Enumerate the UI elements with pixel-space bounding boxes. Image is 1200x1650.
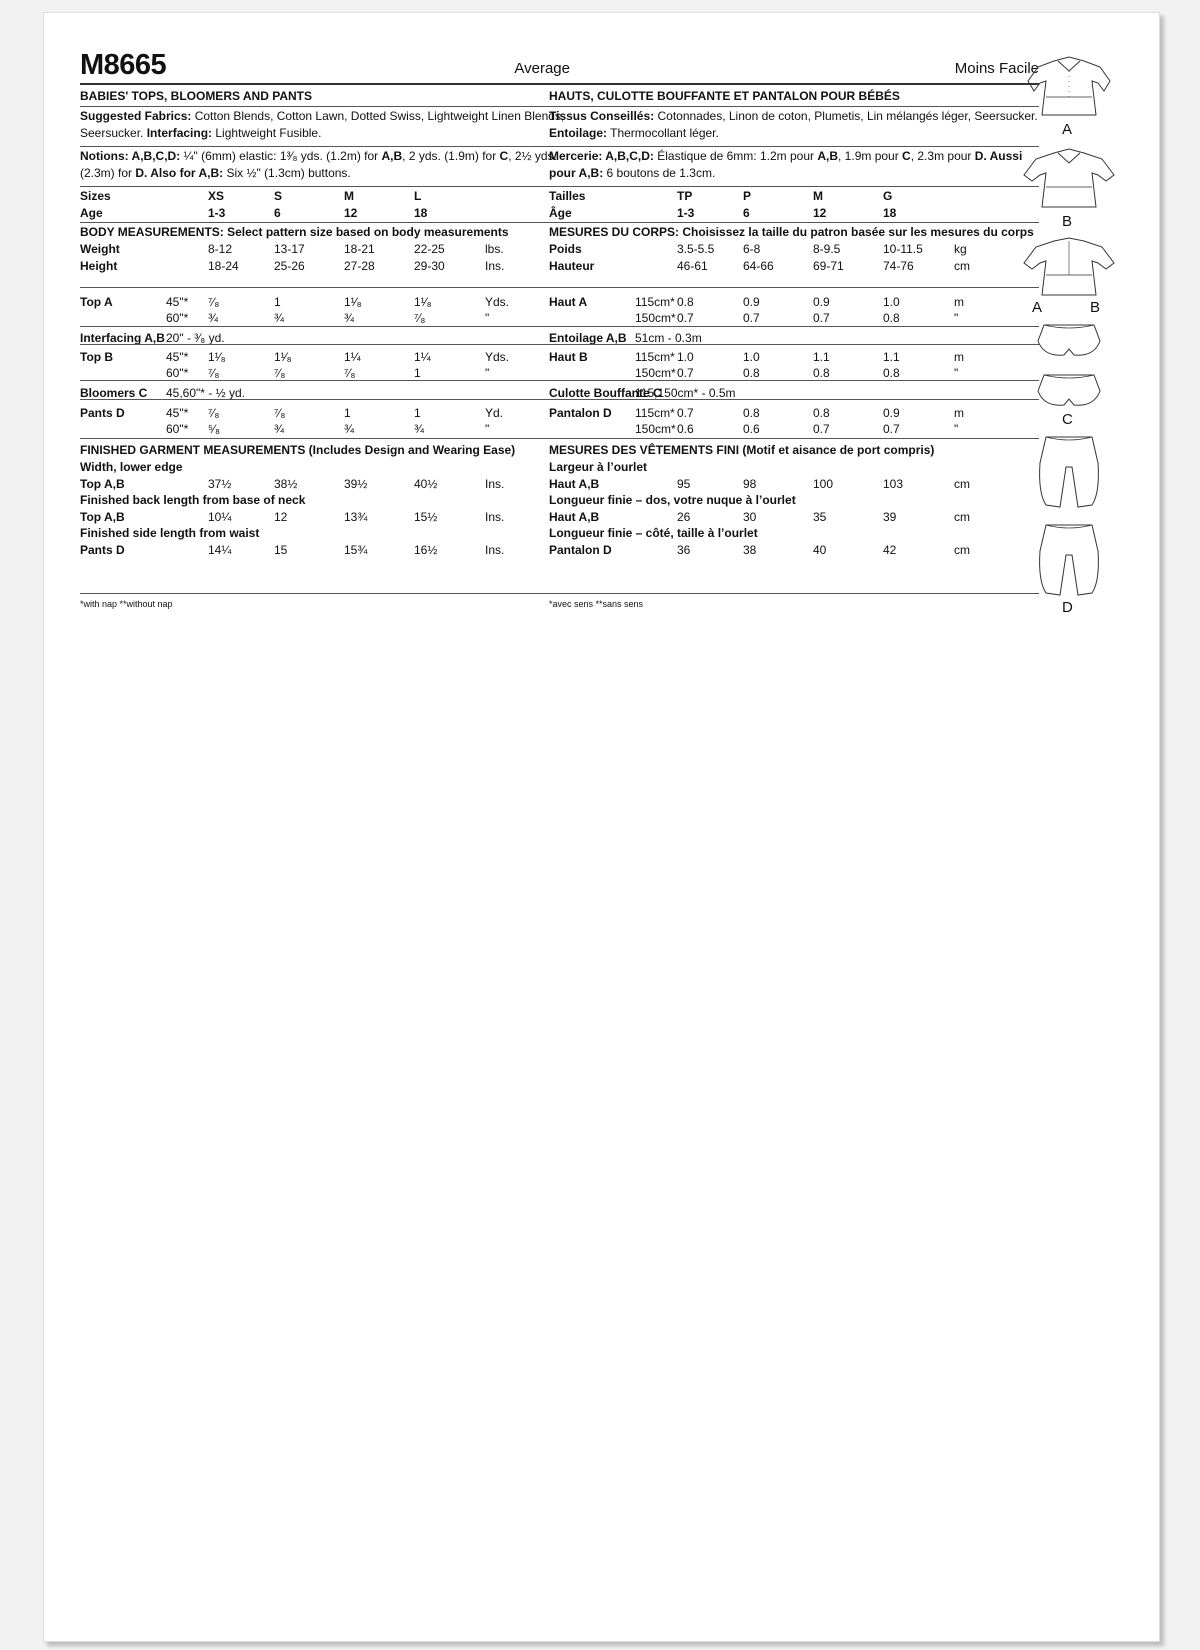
finished-value: 15½ — [414, 510, 438, 524]
pattern-title: BABIES' TOPS, BLOOMERS AND PANTS — [80, 89, 312, 103]
sketch-label-c: C — [1062, 411, 1073, 428]
unit-label: " — [954, 422, 959, 436]
yardage-value: 1¼ — [344, 350, 361, 364]
yardage-label: Culotte Bouffante C — [549, 386, 662, 400]
age-value: 6 — [743, 206, 750, 220]
fabric-width: 20" - ³⁄₈ yd. — [166, 331, 225, 345]
divider — [80, 344, 570, 345]
unit-label: Ins. — [485, 510, 505, 524]
fabric-width: 45,60"* - ½ yd. — [166, 386, 245, 400]
finished-value: 39 — [883, 510, 897, 524]
size-header: M — [344, 189, 354, 203]
finished-value: 38 — [743, 543, 757, 557]
yardage-value: 0.7 — [677, 406, 694, 420]
age-value: 1-3 — [677, 206, 695, 220]
divider — [80, 399, 570, 400]
difficulty-level: Moins Facile — [954, 60, 1039, 77]
yardage-value: 0.8 — [743, 406, 760, 420]
unit-label: " — [485, 366, 490, 380]
yardage-label: Entoilage A,B — [549, 331, 627, 345]
yardage-value: 0.9 — [743, 295, 760, 309]
sketch-label-b-back: B — [1090, 299, 1101, 316]
yardage-label: Top B — [80, 350, 114, 364]
fabrics-text: Cotonnades, Linon de coton, Plumetis, Lin mélangés léger, Seersucker. — [654, 109, 1038, 123]
sizes-label: Sizes — [80, 189, 111, 203]
size-header: XS — [208, 189, 225, 203]
unit-label: m — [954, 350, 964, 364]
yardage-value: 1 — [274, 295, 281, 309]
body-measure-value: 69-71 — [813, 259, 844, 273]
divider — [549, 83, 1039, 85]
body-measure-label: Height — [80, 259, 118, 273]
unit-label: cm — [954, 259, 970, 273]
fabrics-paragraph — [549, 108, 1039, 142]
body-measure-value: 3.5-5.5 — [677, 242, 715, 256]
finished-label: Top A,B — [80, 477, 125, 491]
fabric-width: 115,150cm* - 0.5m — [635, 386, 736, 400]
notions-paragraph — [80, 148, 570, 182]
body-measure-label: Hauteur — [549, 259, 595, 273]
unit-label: Yds. — [485, 295, 510, 309]
unit-label: " — [485, 422, 490, 436]
yardage-value: ⁷⁄₈ — [208, 406, 220, 420]
yardage-value: ⁷⁄₈ — [208, 295, 220, 309]
yardage-value: 1¹⁄₈ — [208, 350, 226, 364]
yardage-value: 0.8 — [883, 366, 900, 380]
yardage-value: 1¹⁄₈ — [274, 350, 292, 364]
age-value: 18 — [414, 206, 428, 220]
body-measure-value: 10-11.5 — [883, 242, 923, 256]
finished-value: 12 — [274, 510, 288, 524]
yardage-label: Top A — [80, 295, 113, 309]
finished-subheading: Longueur finie – dos, votre nuque à l’ourlet — [549, 493, 796, 507]
finished-value: 26 — [677, 510, 691, 524]
fabric-width: 45"* — [166, 295, 189, 309]
yardage-value: 1¹⁄₈ — [414, 295, 432, 309]
pattern-code: M8665 — [80, 49, 167, 81]
divider — [80, 186, 570, 187]
pattern-sheet — [43, 12, 1160, 1642]
body-measure-value: 18-24 — [208, 259, 239, 273]
size-header: TP — [677, 189, 693, 203]
body-measure-value: 6-8 — [743, 242, 761, 256]
fabric-width: 60"* — [166, 311, 189, 325]
unit-label: cm — [954, 477, 970, 491]
divider — [549, 222, 1039, 223]
fabric-width: 45"* — [166, 406, 189, 420]
yardage-value: 0.8 — [813, 366, 830, 380]
unit-label: m — [954, 295, 964, 309]
yardage-value: ¾ — [274, 422, 285, 436]
divider — [80, 438, 570, 439]
yardage-value: ¾ — [344, 311, 355, 325]
divider — [80, 146, 570, 147]
top-back-sketch — [1014, 235, 1124, 301]
yardage-value: ⁵⁄₈ — [208, 422, 220, 436]
finished-label: Pantalon D — [549, 543, 612, 557]
finished-subheading: Finished back length from base of neck — [80, 493, 306, 507]
finished-value: 40 — [813, 543, 827, 557]
fabrics-paragraph — [80, 108, 570, 142]
unit-label: cm — [954, 543, 970, 557]
footnote: *with nap **without nap — [80, 599, 173, 609]
body-measure-label: Weight — [80, 242, 120, 256]
fabric-width: 115cm* — [635, 406, 675, 420]
body-measure-value: 18-21 — [344, 242, 375, 256]
yardage-value: 0.6 — [677, 422, 694, 436]
yardage-label: Haut A — [549, 295, 588, 309]
unit-label: cm — [954, 510, 970, 524]
yardage-label: Bloomers C — [80, 386, 148, 400]
divider — [549, 287, 1039, 288]
body-measure-value: 29-30 — [414, 259, 445, 273]
age-value: 12 — [344, 206, 358, 220]
fabrics-text: Cotton Blends, Cotton Lawn, Dotted Swiss, Lightweight Linen Blends, Seersucker. — [80, 109, 565, 140]
finished-value: 42 — [883, 543, 897, 557]
body-measure-value: 25-26 — [274, 259, 305, 273]
unit-label: Yds. — [485, 350, 510, 364]
size-header: S — [274, 189, 283, 203]
difficulty-level: Average — [514, 60, 570, 77]
divider — [80, 593, 570, 594]
unit-label: " — [485, 311, 490, 325]
age-label: Âge — [549, 206, 572, 220]
fabrics-label: Suggested Fabrics: — [80, 109, 192, 123]
divider — [80, 106, 570, 107]
size-header: G — [883, 189, 893, 203]
divider — [549, 380, 1039, 381]
finished-label: Haut A,B — [549, 510, 600, 524]
yardage-value: 0.7 — [677, 366, 694, 380]
finished-value: 13¾ — [344, 510, 368, 524]
yardage-value: 0.7 — [813, 311, 830, 325]
body-measurements-heading: BODY MEASUREMENTS: Select pattern size based on body measurements — [80, 225, 509, 239]
yardage-value: ¾ — [208, 311, 219, 325]
notions-text: ¼" (6mm) elastic: 1³⁄₈ yds. (1.2m) for — [180, 149, 382, 163]
divider — [80, 380, 570, 381]
interfacing-text: Thermocollant léger. — [607, 126, 719, 140]
top-a-sketch — [1014, 53, 1124, 123]
notions-text: 6 boutons de 1.3cm. — [603, 166, 716, 180]
body-measure-value: 8-9.5 — [813, 242, 841, 256]
finished-value: 37½ — [208, 477, 232, 491]
finished-measurements-heading: MESURES DES VÊTEMENTS FINI (Motif et aisance de port compris) — [549, 443, 935, 457]
notions-text: , 2.3m pour — [910, 149, 975, 163]
body-measure-value: 64-66 — [743, 259, 774, 273]
yardage-value: 0.7 — [743, 311, 760, 325]
sketch-label-a: A — [1062, 121, 1073, 138]
unit-label: Ins. — [485, 543, 505, 557]
fabric-width: 60"* — [166, 366, 189, 380]
yardage-value: 0.7 — [677, 311, 694, 325]
yardage-value: ⁷⁄₈ — [344, 366, 356, 380]
age-value: 12 — [813, 206, 827, 220]
fabrics-label: Tissus Conseillés: — [549, 109, 655, 123]
yardage-value: 1 — [344, 406, 351, 420]
notions-view: D. Aussi pour A,B: — [549, 149, 1023, 180]
divider — [549, 344, 1039, 345]
yardage-value: 0.6 — [743, 422, 760, 436]
notions-paragraph — [549, 148, 1039, 182]
unit-label: kg — [954, 242, 967, 256]
finished-value: 38½ — [274, 477, 298, 491]
unit-label: Ins. — [485, 477, 505, 491]
body-measure-value: 27-28 — [344, 259, 375, 273]
finished-value: 40½ — [414, 477, 438, 491]
yardage-value: 0.8 — [883, 311, 900, 325]
unit-label: " — [954, 366, 959, 380]
notions-text: , 1.9m pour — [838, 149, 903, 163]
notions-view: C — [499, 149, 509, 163]
body-measurements-heading: MESURES DU CORPS: Choisissez la taille du patron basée sur les mesures du corps — [549, 225, 1034, 239]
unit-label: m — [954, 406, 964, 420]
fabric-width: 150cm* — [635, 311, 676, 325]
fabric-width: 45"* — [166, 350, 189, 364]
size-header: L — [414, 189, 422, 203]
body-measure-value: 8-12 — [208, 242, 233, 256]
finished-value: 14¼ — [208, 543, 232, 557]
body-measure-value: 74-76 — [883, 259, 914, 273]
notions-text: Six ½" (1.3cm) buttons. — [223, 166, 351, 180]
divider — [80, 222, 570, 223]
yardage-value: ⁷⁄₈ — [274, 366, 286, 380]
size-header: M — [813, 189, 823, 203]
interfacing-label: Interfacing: — [146, 126, 213, 140]
sketch-label-a-back: A — [1032, 299, 1043, 316]
finished-value: 36 — [677, 543, 691, 557]
yardage-value: 0.8 — [677, 295, 694, 309]
yardage-label: Interfacing A,B — [80, 331, 165, 345]
fabric-width: 115cm* — [635, 350, 675, 364]
body-measure-value: 22-25 — [414, 242, 445, 256]
yardage-label: Haut B — [549, 350, 588, 364]
divider — [80, 287, 570, 288]
divider — [549, 106, 1039, 107]
finished-value: 16½ — [414, 543, 438, 557]
yardage-value: 0.7 — [883, 422, 900, 436]
size-header: P — [743, 189, 752, 203]
yardage-value: ¾ — [274, 311, 285, 325]
sketch-label-d: D — [1062, 599, 1073, 616]
yardage-value: 1.0 — [743, 350, 760, 364]
finished-value: 35 — [813, 510, 827, 524]
notions-text: Élastique de 6mm: 1.2m pour — [653, 149, 818, 163]
pattern-title: HAUTS, CULOTTE BOUFFANTE ET PANTALON POUR BÉBÉS — [549, 89, 900, 103]
age-value: 1-3 — [208, 206, 226, 220]
yardage-value: 0.8 — [743, 366, 760, 380]
pants-d-sketch — [1034, 433, 1104, 601]
notions-text: , 2 yds. (1.9m) for — [402, 149, 500, 163]
yardage-value: 1¹⁄₈ — [344, 295, 362, 309]
footnote: *avec sens **sans sens — [549, 599, 644, 609]
body-measure-value: 46-61 — [677, 259, 708, 273]
finished-value: 100 — [813, 477, 834, 491]
age-value: 6 — [274, 206, 281, 220]
divider — [549, 146, 1039, 147]
unit-label: Ins. — [485, 259, 505, 273]
yardage-value: ⁷⁄₈ — [274, 406, 286, 420]
interfacing-label: Entoilage: — [549, 126, 608, 140]
finished-subheading: Width, lower edge — [80, 460, 183, 474]
finished-value: 103 — [883, 477, 904, 491]
finished-subheading: Longueur finie – côté, taille à l’ourlet — [549, 526, 758, 540]
yardage-value: 1¼ — [414, 350, 431, 364]
yardage-value: ⁷⁄₈ — [208, 366, 220, 380]
sketch-label-b: B — [1062, 213, 1073, 230]
age-value: 18 — [883, 206, 897, 220]
finished-label: Top A,B — [80, 510, 125, 524]
finished-value: 95 — [677, 477, 691, 491]
divider — [80, 326, 570, 327]
notions-view: A,B — [817, 149, 839, 163]
finished-value: 15 — [274, 543, 288, 557]
fabric-width: 51cm - 0.3m — [635, 331, 702, 345]
finished-value: 30 — [743, 510, 757, 524]
yardage-value: 1.0 — [883, 295, 900, 309]
bloomers-c-sketch — [1034, 319, 1104, 415]
finished-label: Haut A,B — [549, 477, 600, 491]
unit-label: " — [954, 311, 959, 325]
yardage-value: 1 — [414, 366, 421, 380]
yardage-value: 0.9 — [883, 406, 900, 420]
finished-value: 10¼ — [208, 510, 232, 524]
finished-subheading: Largeur à l’ourlet — [549, 460, 648, 474]
divider — [549, 399, 1039, 400]
yardage-value: 1.0 — [677, 350, 694, 364]
body-measure-value: 13-17 — [274, 242, 305, 256]
notions-label: Mercerie: A,B,C,D: — [549, 149, 654, 163]
interfacing-text: Lightweight Fusible. — [212, 126, 322, 140]
fabric-width: 150cm* — [635, 366, 676, 380]
yardage-value: ¾ — [414, 422, 425, 436]
finished-label: Pants D — [80, 543, 125, 557]
divider — [549, 593, 1039, 594]
yardage-value: 0.8 — [813, 406, 830, 420]
age-label: Age — [80, 206, 103, 220]
yardage-value: 1.1 — [813, 350, 830, 364]
notions-text: , 2½ yds. (2.3m) for — [80, 149, 557, 180]
yardage-label: Pants D — [80, 406, 125, 420]
top-b-sketch — [1014, 145, 1124, 215]
notions-view: C — [902, 149, 911, 163]
yardage-value: 0.7 — [813, 422, 830, 436]
finished-value: 15¾ — [344, 543, 368, 557]
unit-label: Yd. — [485, 406, 504, 420]
divider — [549, 326, 1039, 327]
divider — [549, 186, 1039, 187]
divider — [80, 83, 570, 85]
yardage-value: 1.1 — [883, 350, 900, 364]
unit-label: lbs. — [485, 242, 504, 256]
sizes-label: Tailles — [549, 189, 586, 203]
fabric-width: 60"* — [166, 422, 189, 436]
fabric-width: 115cm* — [635, 295, 675, 309]
yardage-value: ¾ — [344, 422, 355, 436]
yardage-value: 0.9 — [813, 295, 830, 309]
finished-subheading: Finished side length from waist — [80, 526, 260, 540]
yardage-value: ⁷⁄₈ — [414, 311, 426, 325]
fabric-width: 150cm* — [635, 422, 676, 436]
finished-value: 98 — [743, 477, 757, 491]
notions-view: A,B — [381, 149, 403, 163]
notions-view: D. Also for A,B: — [135, 166, 224, 180]
notions-label: Notions: A,B,C,D: — [80, 149, 181, 163]
finished-measurements-heading: FINISHED GARMENT MEASUREMENTS (Includes Design and Wearing Ease) — [80, 443, 516, 457]
yardage-value: 1 — [414, 406, 421, 420]
divider — [549, 438, 1039, 439]
body-measure-label: Poids — [549, 242, 582, 256]
yardage-label: Pantalon D — [549, 406, 612, 420]
finished-value: 39½ — [344, 477, 368, 491]
